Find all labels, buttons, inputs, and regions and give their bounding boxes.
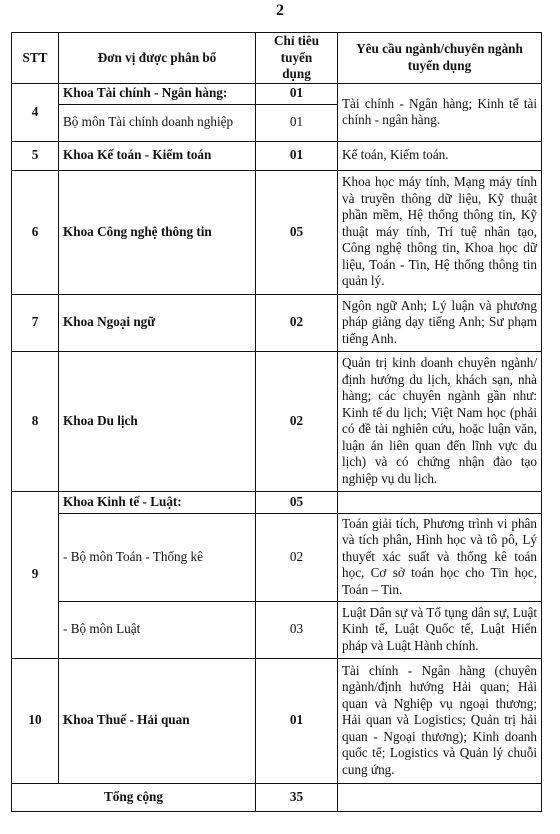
unit-cell: Khoa Công nghệ thông tin <box>59 170 256 294</box>
stt-cell: 10 <box>12 658 59 783</box>
unit-cell: Khoa Thuế - Hải quan <box>59 658 256 783</box>
header-stt: STT <box>12 33 59 84</box>
table-row <box>12 170 542 294</box>
stt-cell: 5 <box>12 141 59 170</box>
requirement-cell: Tài chính - Ngân hàng; Kinh tế tài chính - ngân hàng. <box>338 83 542 141</box>
quota-cell: 01 <box>256 141 338 170</box>
total-empty-cell <box>338 783 542 811</box>
header-quota: Chỉ tiêu tuyển dụng <box>256 33 338 84</box>
stt-cell: 4 <box>12 83 59 141</box>
header-requirement: Yêu cầu ngành/chuyên ngành tuyển dụng <box>338 33 542 84</box>
quota-cell: 01 <box>256 104 338 141</box>
table-row <box>12 491 542 513</box>
requirement-cell <box>338 491 542 513</box>
table-row <box>12 601 542 658</box>
unit-cell: - Bộ môn Toán - Thống kê <box>59 513 256 601</box>
table-row <box>12 513 542 601</box>
table-row <box>12 658 542 783</box>
requirement-cell: Ngôn ngữ Anh; Lý luận và phương pháp giảng dạy tiếng Anh; Sư phạm tiếng Anh. <box>338 294 542 351</box>
quota-cell: 01 <box>256 83 338 104</box>
unit-cell: Khoa Ngoại ngữ <box>59 294 256 351</box>
header-unit: Đơn vị được phân bổ <box>59 33 256 84</box>
quota-cell: 05 <box>256 491 338 513</box>
requirement-cell: Toán giải tích, Phương trình vi phân và tích phân, Hình học và tô pô, Lý thuyết xác suất và thống kê toán học, Cơ sở toán học cho Tin học, Toán – Tin. <box>338 513 542 601</box>
total-label: Tổng cộng <box>12 783 256 811</box>
stt-cell: 8 <box>12 351 59 491</box>
requirement-cell: Luật Dân sự và Tố tụng dân sự, Luật Kinh tế, Luật Quốc tế, Luật Hiến pháp và Luật Hành chính. <box>338 601 542 658</box>
unit-cell: Khoa Tài chính - Ngân hàng: <box>59 83 256 104</box>
quota-cell: 02 <box>256 294 338 351</box>
quota-cell: 02 <box>256 513 338 601</box>
table-row <box>12 141 542 170</box>
table-row <box>12 294 542 351</box>
stt-cell: 7 <box>12 294 59 351</box>
requirement-cell: Tài chính - Ngân hàng (chuyên ngành/định hướng Hải quan; Hải quan và Nghiệp vụ ngoại thương; Hải quan và Logistics; Quản trị hải quan - Ngoại thương); Kinh doanh quốc tế; Logistics và Quản lý chuỗi cung ứng. <box>338 658 542 783</box>
unit-cell: Khoa Du lịch <box>59 351 256 491</box>
table-row <box>12 351 542 491</box>
requirement-cell: Kế toán, Kiểm toán. <box>338 141 542 170</box>
total-value: 35 <box>256 783 338 811</box>
header-row <box>12 33 542 84</box>
total-row <box>12 783 542 811</box>
quota-cell: 02 <box>256 351 338 491</box>
unit-cell: Khoa Kinh tế - Luật: <box>59 491 256 513</box>
table-row <box>12 83 542 104</box>
quota-cell: 03 <box>256 601 338 658</box>
recruitment-table <box>11 32 542 812</box>
requirement-cell: Quản trị kinh doanh chuyên ngành/định hướng du lịch, khách sạn, nhà hàng; các chuyên ngành gần như: Kinh tế du lịch; Việt Nam học (phải có đề tài nghiên cứu, hoặc luận văn, luận án liên quan đến lĩnh vực du lịch) và có chứng nhận đào tạo nghiệp vụ du lịch. <box>338 351 542 491</box>
stt-cell: 6 <box>12 170 59 294</box>
unit-cell: Bộ môn Tài chính doanh nghiệp <box>59 104 256 141</box>
requirement-cell: Khoa học máy tính, Mạng máy tính và truyền thông dữ liệu, Kỹ thuật phần mềm, Hệ thống thông tin, Kỹ thuật máy tính, Trí tuệ nhân tạo, Công nghệ thông tin, Khoa học dữ liệu, Toán - Tin, Hệ thống thông tin quản lý. <box>338 170 542 294</box>
quota-cell: 01 <box>256 658 338 783</box>
page-number: 2 <box>276 2 284 19</box>
unit-cell: Khoa Kế toán - Kiểm toán <box>59 141 256 170</box>
stt-cell: 9 <box>12 491 59 658</box>
quota-cell: 05 <box>256 170 338 294</box>
unit-cell: - Bộ môn Luật <box>59 601 256 658</box>
